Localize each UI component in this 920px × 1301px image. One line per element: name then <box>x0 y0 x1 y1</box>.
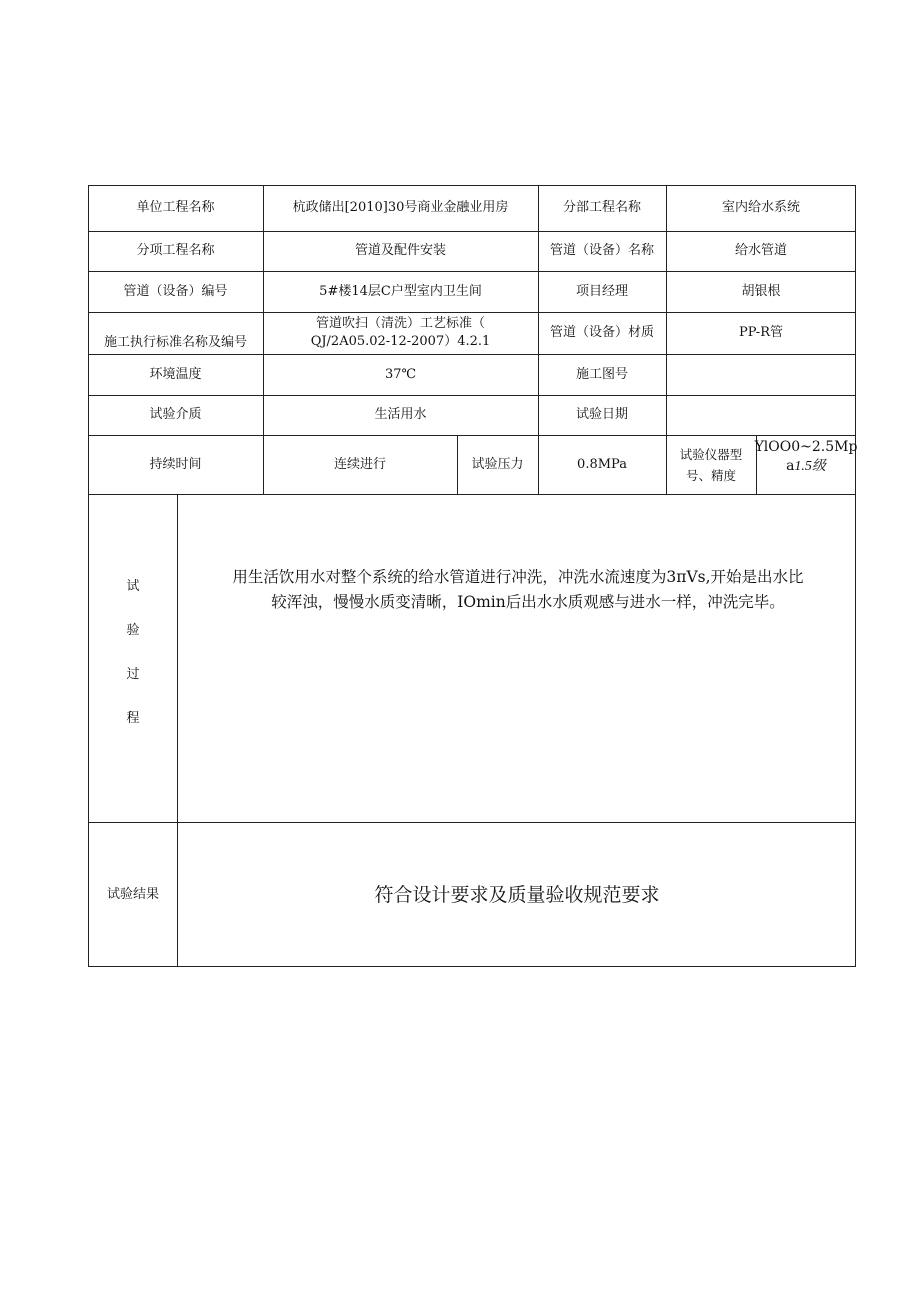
process-label <box>88 565 178 741</box>
process-label-char: 程 <box>126 711 140 726</box>
test-date-label: 试验日期 <box>575 407 628 422</box>
item-project-label: 分项工程名称 <box>136 243 215 258</box>
process-line-1: 用生活饮用水对整个系统的给水管道进行冲洗，冲洗水流速度为3πVs,开始是出水比 <box>232 568 804 586</box>
pipe-number-value: 5#楼14层C户型室内卫生间 <box>319 283 482 299</box>
test-medium-value: 生活用水 <box>374 407 427 422</box>
test-pressure-label: 试验压力 <box>471 456 524 472</box>
standard-value-line2: QJ/2A05.02-12-2007）4.2.1 <box>310 334 491 349</box>
sub-project-value: 室内给水系统 <box>721 200 800 215</box>
instrument-value-line2: a1.5级 <box>786 458 826 474</box>
pipe-material-label: 管道（设备）材质 <box>549 325 654 340</box>
duration-label: 持续时间 <box>149 456 202 472</box>
item-project-value: 管道及配件安装 <box>354 243 446 258</box>
instrument-label-line2: 号、精度 <box>685 467 736 483</box>
standard-value <box>263 312 538 354</box>
ambient-temp-label: 环境温度 <box>149 366 202 382</box>
instrument-value-line1: YlOO0~2.5Mp <box>754 439 858 455</box>
pipe-name-label: 管道（设备）名称 <box>549 243 654 258</box>
process-description <box>182 565 854 615</box>
standard-label: 施工执行标准名称及编号 <box>103 335 247 350</box>
process-label-char: 验 <box>126 623 140 638</box>
sub-project-label: 分部工程名称 <box>562 200 641 215</box>
unit-project-value: 杭政储出[2010]30号商业金融业用房 <box>292 200 509 215</box>
instrument-label <box>666 435 756 494</box>
standard-value-line1: 管道吹扫（清洗）工艺标准（ <box>315 316 485 331</box>
instrument-value <box>756 435 856 494</box>
unit-project-label: 单位工程名称 <box>136 200 215 215</box>
test-date-value <box>666 395 856 435</box>
project-manager-label: 项目经理 <box>575 283 628 299</box>
pipe-name-value: 给水管道 <box>734 243 787 258</box>
result-text: 符合设计要求及质量验收规范要求 <box>374 884 660 906</box>
row-divider <box>88 494 856 495</box>
test-medium-label: 试验介质 <box>149 407 202 422</box>
result-label: 试验结果 <box>106 886 159 902</box>
duration-value: 连续进行 <box>333 456 386 472</box>
pipe-number-label: 管道（设备）编号 <box>123 283 228 299</box>
ambient-temp-value: 37℃ <box>384 366 417 382</box>
process-line-2: 较浑浊，慢慢水质变清晰，IOmin后出水水质观感与进水一样，冲洗完毕。 <box>271 593 785 611</box>
pipe-material-value: PP-R管 <box>739 325 783 340</box>
project-manager-value: 胡银根 <box>741 283 781 299</box>
row-divider <box>88 822 856 823</box>
drawing-number-value <box>666 354 856 395</box>
drawing-number-label: 施工图号 <box>575 366 628 382</box>
process-label-char: 试 <box>126 579 140 594</box>
test-pressure-value: 0.8MPa <box>577 456 627 472</box>
instrument-label-line1: 试验仪器型 <box>679 446 743 462</box>
process-label-char: 过 <box>126 667 140 682</box>
